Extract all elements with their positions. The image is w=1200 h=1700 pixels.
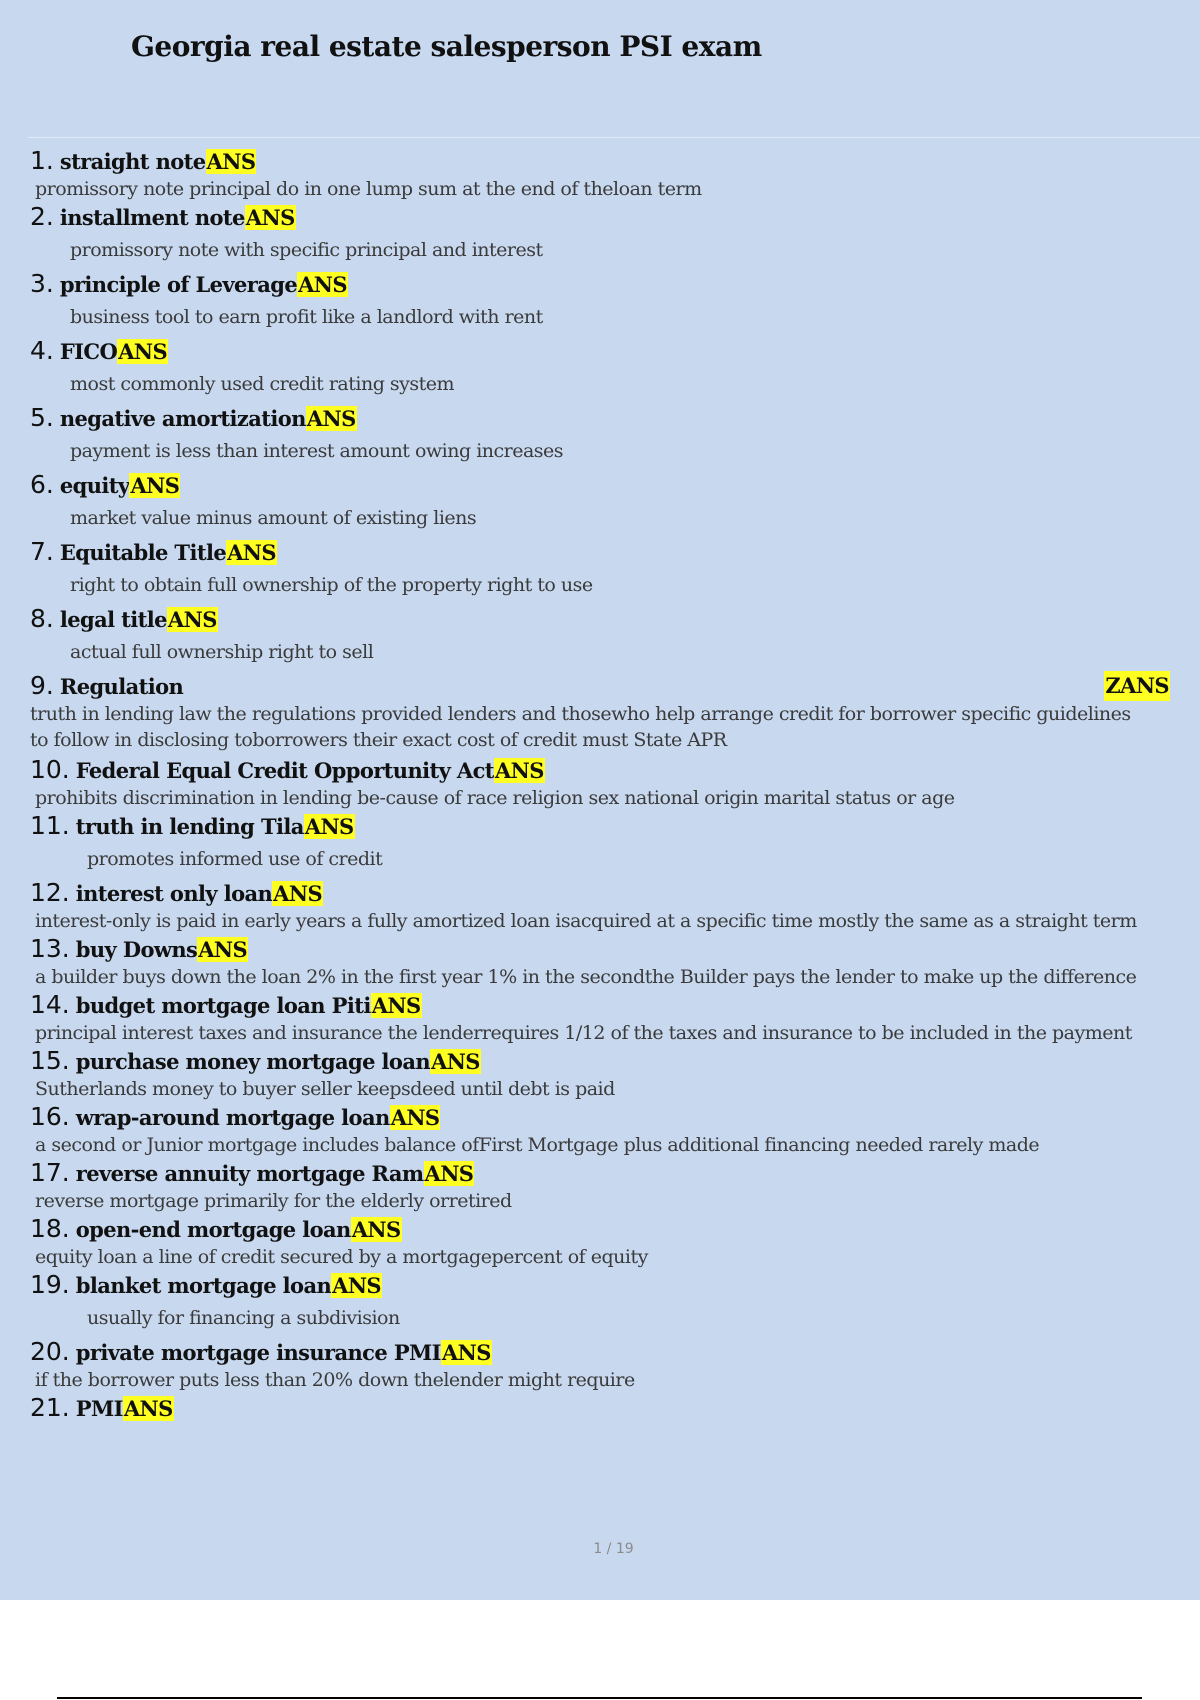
answer-text: actual full ownership right to sell	[70, 641, 374, 663]
answer-text: equity loan a line of credit secured by a mortgagepercent of equity	[35, 1246, 648, 1268]
question-number: 6.	[30, 470, 54, 499]
term-text: wrap-around mortgage loan	[75, 1105, 390, 1130]
question-number: 3.	[30, 269, 54, 298]
ans-highlight: ANS	[245, 205, 295, 230]
question-number: 1.	[30, 146, 54, 175]
page-title: Georgia real estate salesperson PSI exam	[131, 30, 762, 63]
term-text: negative amortization	[59, 406, 306, 431]
term-text: Equitable Title	[59, 540, 227, 565]
question-number: 17.	[30, 1158, 70, 1187]
list-item	[30, 470, 1170, 531]
list-item	[30, 1214, 1170, 1270]
question-term	[30, 1337, 1170, 1367]
term-text: buy Downs	[75, 937, 198, 962]
ans-highlight: ANS	[306, 406, 356, 431]
list-item	[30, 537, 1170, 598]
term-text: open-end mortgage loan	[75, 1217, 351, 1242]
answer-text: Sutherlands money to buyer seller keepsdeed until debt is paid	[35, 1078, 615, 1100]
question-term	[30, 1046, 1170, 1076]
question-term	[30, 604, 1170, 634]
ans-highlight: ANS	[332, 1273, 381, 1298]
question-term	[30, 1270, 1170, 1300]
question-number: 5.	[30, 403, 54, 432]
list-item	[30, 1337, 1170, 1393]
question-number: 13.	[30, 934, 70, 963]
term-text: straight note	[59, 149, 206, 174]
ans-highlight: ANS	[441, 1340, 491, 1365]
answer-text: business tool to earn profit like a landlord with rent	[70, 306, 543, 328]
question-term	[30, 671, 1170, 701]
ans-highlight: ANS	[424, 1161, 474, 1186]
term-text: equity	[59, 473, 130, 498]
question-number: 18.	[30, 1214, 70, 1243]
list-item	[30, 671, 1170, 753]
question-number: 19.	[30, 1270, 70, 1299]
term-text: Federal Equal Credit Opportunity Act	[75, 758, 494, 783]
ans-highlight: ANS	[351, 1217, 401, 1242]
ans-highlight: ANS	[390, 1105, 440, 1130]
ans-highlight: ANS	[431, 1049, 480, 1074]
list-item	[30, 202, 1170, 263]
term-text: Regulation	[59, 674, 184, 699]
ans-highlight: ANS	[198, 937, 248, 962]
list-item	[30, 269, 1170, 330]
header-divider	[28, 137, 1200, 138]
term-text: private mortgage insurance PMI	[75, 1340, 441, 1365]
question-number: 11.	[30, 811, 70, 840]
question-term	[30, 146, 1170, 176]
answer-text: a builder buys down the loan 2% in the first year 1% in the secondthe Builder pays the lender to make up the difference	[35, 966, 1137, 988]
question-term	[30, 269, 1170, 299]
answer-text: reverse mortgage primarily for the elderly orretired	[35, 1190, 512, 1212]
answer-text: promotes informed use of credit	[87, 848, 383, 870]
answer-text: most commonly used credit rating system	[70, 373, 455, 395]
term-text: PMI	[75, 1396, 123, 1421]
list-item	[30, 934, 1170, 990]
answer-text: interest-only is paid in early years a fully amortized loan isacquired at a specific time mostly the same as a straight term	[35, 910, 1137, 932]
question-term	[30, 1393, 1170, 1423]
ans-highlight: ANS	[371, 993, 421, 1018]
question-term	[30, 1158, 1170, 1188]
answer-text: principal interest taxes and insurance the lenderrequires 1/12 of the taxes and insurance to be included in the payment	[35, 1022, 1132, 1044]
list-item	[30, 990, 1170, 1046]
answer-text: payment is less than interest amount owing increases	[70, 440, 564, 462]
ans-highlight: ZANS	[1104, 671, 1170, 701]
list-item	[30, 755, 1170, 811]
question-term	[30, 537, 1170, 567]
list-item	[30, 146, 1170, 202]
answer-text: promissory note with specific principal and interest	[70, 239, 543, 261]
question-term	[30, 811, 1170, 841]
question-term	[30, 1102, 1170, 1132]
ans-highlight: ANS	[304, 814, 354, 839]
question-term	[30, 202, 1170, 232]
term-text: principle of Leverage	[59, 272, 298, 297]
question-number: 8.	[30, 604, 54, 633]
question-number: 16.	[30, 1102, 70, 1131]
question-number: 10.	[30, 755, 70, 784]
question-term	[30, 336, 1170, 366]
term-text: FICO	[59, 339, 118, 364]
answer-text: a second or Junior mortgage includes balance ofFirst Mortgage plus additional financing needed rarely made	[35, 1134, 1040, 1156]
term-text: reverse annuity mortgage Ram	[75, 1161, 424, 1186]
question-number: 20.	[30, 1337, 70, 1366]
list-item	[30, 1102, 1170, 1158]
term-text: truth in lending Tila	[75, 814, 304, 839]
question-term	[30, 470, 1170, 500]
question-number: 9.	[30, 671, 54, 700]
page-number: 1 / 19	[593, 1541, 634, 1557]
term-text: interest only loan	[75, 881, 273, 906]
question-term	[30, 934, 1170, 964]
answer-text: if the borrower puts less than 20% down thelender might require	[35, 1369, 635, 1391]
question-term	[30, 755, 1170, 785]
ans-highlight: ANS	[206, 149, 256, 174]
answer-text-continued: to follow in disclosing toborrowers their exact cost of credit must State APR	[30, 729, 727, 751]
list-item	[30, 336, 1170, 397]
ans-highlight: ANS	[167, 607, 217, 632]
ans-highlight: ANS	[130, 473, 180, 498]
question-number: 21.	[30, 1393, 70, 1422]
question-number: 14.	[30, 990, 70, 1019]
term-text: installment note	[59, 205, 245, 230]
question-number: 12.	[30, 878, 70, 907]
ans-highlight: ANS	[298, 272, 347, 297]
question-term	[30, 878, 1170, 908]
next-page-divider	[57, 1697, 1142, 1699]
term-text: purchase money mortgage loan	[75, 1049, 431, 1074]
answer-text: right to obtain full ownership of the property right to use	[70, 574, 593, 596]
list-item	[30, 1158, 1170, 1214]
list-item	[30, 811, 1170, 872]
ans-highlight: ANS	[227, 540, 276, 565]
ans-highlight: ANS	[494, 758, 544, 783]
list-item	[30, 604, 1170, 665]
ans-highlight: ANS	[273, 881, 323, 906]
answer-text: promissory note principal do in one lump sum at the end of theloan term	[35, 178, 702, 200]
answer-text: usually for financing a subdivision	[87, 1307, 400, 1329]
list-item	[30, 1046, 1170, 1102]
list-item	[30, 403, 1170, 464]
question-number: 4.	[30, 336, 54, 365]
term-text: blanket mortgage loan	[75, 1273, 332, 1298]
ans-highlight: ANS	[123, 1396, 173, 1421]
list-item	[30, 878, 1170, 934]
answer-text: market value minus amount of existing liens	[70, 507, 477, 529]
list-item	[30, 1393, 1170, 1423]
answer-text: prohibits discrimination in lending be-cause of race religion sex national origin marital status or age	[35, 787, 955, 809]
question-term	[30, 990, 1170, 1020]
term-text: budget mortgage loan Piti	[75, 993, 371, 1018]
answer-text: truth in lending law the regulations provided lenders and thosewho help arrange credit for borrower specific guidelines	[30, 703, 1131, 725]
question-number: 15.	[30, 1046, 70, 1075]
question-number: 7.	[30, 537, 54, 566]
ans-highlight: ANS	[118, 339, 168, 364]
question-term	[30, 403, 1170, 433]
question-list	[30, 146, 1170, 1423]
term-text: legal title	[59, 607, 167, 632]
question-term	[30, 1214, 1170, 1244]
list-item	[30, 1270, 1170, 1331]
question-number: 2.	[30, 202, 54, 231]
